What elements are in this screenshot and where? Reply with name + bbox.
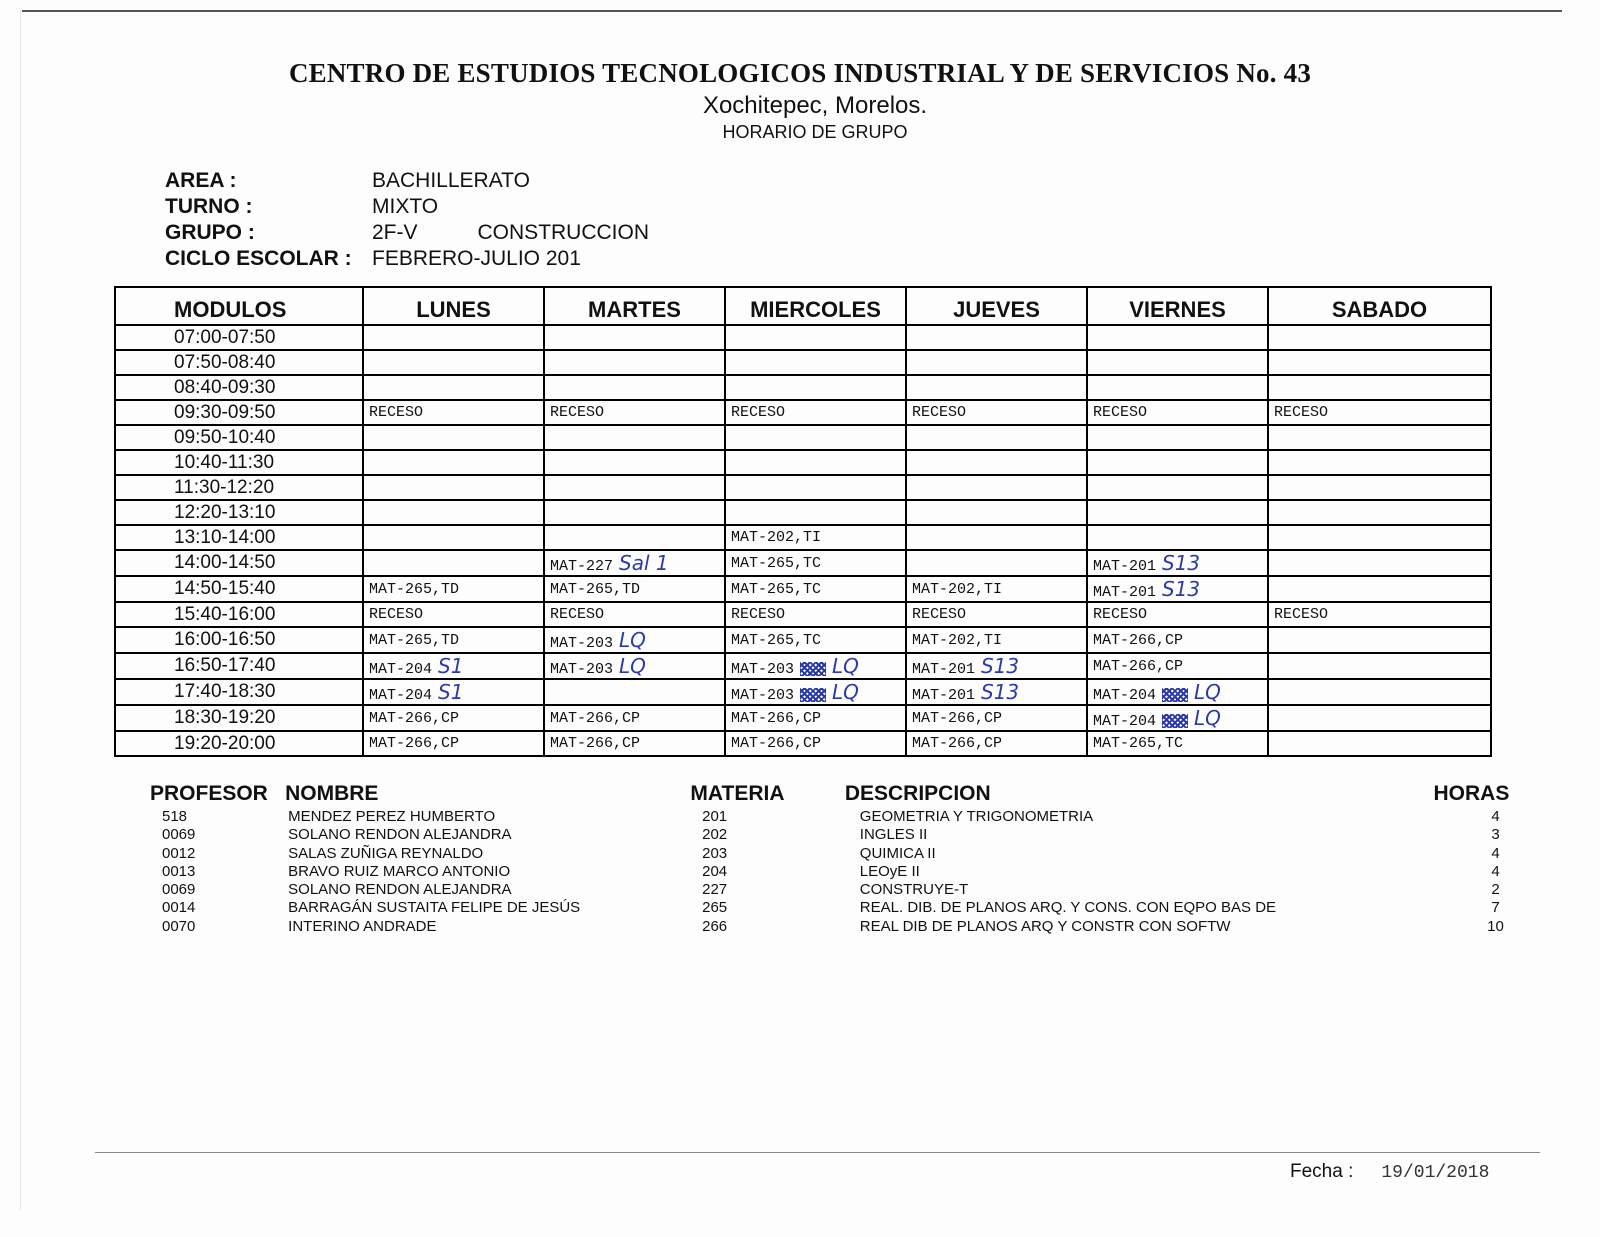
schedule-row [115,627,1491,653]
time-slot: 19:20-20:00 [115,731,363,756]
cell-sabado [1268,425,1491,450]
time-slot: 09:50-10:40 [115,425,363,450]
header-modulos: MODULOS [115,287,363,325]
ciclo-label: CICLO ESCOLAR : [165,247,352,270]
cell-viernes [1087,475,1268,500]
cell-miercoles [725,679,906,705]
handwritten-room-note: LQ [1194,680,1221,704]
subject-code: MAT-266,CP [731,735,822,752]
schedule-row [115,375,1491,400]
schedule-header-row [115,287,1491,325]
grupo-label: GRUPO : [165,221,255,244]
handwritten-room-note: LQ [832,680,859,704]
legend-materia: 203 [702,844,728,862]
header-sabado: SABADO [1268,287,1491,325]
cell-miercoles [725,731,906,756]
handwritten-room-note: LQ [832,654,859,678]
fecha-label: Fecha : [1290,1161,1354,1182]
subject-code: RECESO [912,404,967,421]
cell-jueves [906,325,1087,350]
cell-lunes [363,450,544,475]
area-label: AREA : [165,169,237,192]
time-slot: 15:40-16:00 [115,602,363,627]
legend-nombre: BARRAGÁN SUSTAITA FELIPE DE JESÚS [288,899,581,917]
legend-descripcion: GEOMETRIA Y TRIGONOMETRIA [859,808,1094,825]
cell-lunes [363,627,544,653]
schedule-row [115,325,1491,350]
legend-materia: 227 [702,881,728,899]
schedule-row [115,400,1491,425]
legend-row [150,918,1530,936]
legend-descripcion: REAL DIB DE PLANOS ARQ Y CONSTR CON SOFTW [859,917,1231,935]
time-slot: 14:50-15:40 [115,576,363,602]
cell-sabado [1268,500,1491,525]
schedule-row [115,475,1491,500]
cell-sabado [1268,375,1491,400]
cell-miercoles [725,450,906,475]
legend-profesor: 0012 [162,844,196,862]
cell-jueves [906,602,1087,627]
cell-viernes [1087,576,1268,602]
cell-viernes [1087,325,1268,350]
cell-viernes [1087,350,1268,375]
cell-miercoles [725,325,906,350]
subject-code: MAT-266,CP [550,735,641,752]
cell-lunes [363,425,544,450]
legend-profesor: 0070 [162,917,196,935]
schedule-row [115,450,1491,475]
cell-miercoles [725,525,906,550]
schedule-table [114,286,1492,757]
time-slot: 10:40-11:30 [115,450,363,475]
subject-code: MAT-204 [369,661,433,678]
header-jueves: JUEVES [906,287,1087,325]
subject-code: RECESO [1093,606,1148,623]
subject-code: MAT-204 [1093,713,1157,730]
cell-jueves [906,475,1087,500]
subject-code: MAT-203 [731,687,795,704]
time-slot: 17:40-18:30 [115,679,363,705]
handwritten-room-note: S1 [438,680,464,704]
handwritten-room-note: LQ [1194,706,1221,730]
cell-sabado [1268,627,1491,653]
schedule-row [115,550,1491,576]
cell-viernes [1087,400,1268,425]
cell-martes [544,500,725,525]
legend-row [150,845,1530,863]
legend-row [150,881,1530,899]
legend-nombre: BRAVO RUIZ MARCO ANTONIO [288,862,511,880]
cell-martes [544,705,725,731]
time-slot: 07:50-08:40 [115,350,363,375]
turno-label: TURNO : [165,195,253,218]
handwritten-room-note: LQ [619,654,646,678]
cell-miercoles [725,375,906,400]
legend-nombre: MENDEZ PEREZ HUMBERTO [288,808,496,825]
subject-code: MAT-203 [550,635,614,652]
cell-martes [544,475,725,500]
cell-sabado [1268,475,1491,500]
subject-code: MAT-265,TC [731,631,822,649]
legend-materia: 201 [702,808,728,825]
handwritten-room-note: S1 [438,654,464,678]
handwritten-room-note: Sal 1 [619,551,669,575]
legend-horas: 4 [1491,808,1500,825]
legend-header-descripcion: DESCRIPCION [844,782,991,805]
subject-code: MAT-265,TC [731,554,822,572]
legend-materia: 204 [702,862,728,880]
cell-lunes [363,475,544,500]
cell-lunes [363,653,544,679]
cell-martes [544,375,725,400]
cell-viernes [1087,425,1268,450]
cell-lunes [363,705,544,731]
cell-viernes [1087,627,1268,653]
subject-code: RECESO [1093,404,1148,421]
cell-lunes [363,576,544,602]
cell-viernes [1087,602,1268,627]
header-martes: MARTES [544,287,725,325]
cell-sabado [1268,679,1491,705]
cell-martes [544,325,725,350]
cell-jueves [906,425,1087,450]
time-slot: 16:00-16:50 [115,627,363,653]
subject-code: MAT-201 [1093,584,1157,601]
subject-code: RECESO [369,404,424,421]
legend-nombre: SOLANO RENDON ALEJANDRA [288,881,512,899]
cell-miercoles [725,627,906,653]
time-slot: 11:30-12:20 [115,475,363,500]
cell-sabado [1268,653,1491,679]
legend-materia: 266 [702,917,728,935]
cell-jueves [906,705,1087,731]
time-slot: 18:30-19:20 [115,705,363,731]
subject-code: RECESO [731,606,786,623]
cell-jueves [906,525,1087,550]
cell-jueves [906,679,1087,705]
scribble-mark-icon [1162,714,1188,728]
cell-viernes [1087,375,1268,400]
cell-martes [544,350,725,375]
legend-profesor: 0013 [162,862,196,880]
cell-lunes [363,350,544,375]
cell-martes [544,450,725,475]
schedule-row [115,500,1491,525]
cell-jueves [906,627,1087,653]
subject-code: MAT-265,TC [1093,735,1184,752]
legend-materia: 202 [702,826,728,844]
scribble-mark-icon [800,662,826,676]
area-value: BACHILLERATO [372,169,530,192]
cell-sabado [1268,450,1491,475]
cell-viernes [1087,450,1268,475]
cell-jueves [906,576,1087,602]
schedule-body [115,325,1491,756]
subject-code: MAT-202,TI [912,631,1003,649]
cell-miercoles [725,576,906,602]
cell-martes [544,653,725,679]
subject-code: MAT-266,CP [912,709,1003,727]
subject-code: MAT-203 [550,661,614,678]
cell-viernes [1087,679,1268,705]
cell-sabado [1268,325,1491,350]
cell-lunes [363,375,544,400]
time-slot: 08:40-09:30 [115,375,363,400]
cell-jueves [906,550,1087,576]
fecha-value: 19/01/2018 [1381,1163,1490,1183]
turno-value: MIXTO [372,195,439,218]
cell-lunes [363,602,544,627]
legend-header-materia: MATERIA [690,782,785,805]
cell-sabado [1268,550,1491,576]
subject-code: MAT-266,CP [1093,631,1184,649]
cell-sabado [1268,525,1491,550]
subject-code: MAT-265,TD [369,580,460,598]
legend-row [150,826,1530,844]
scribble-mark-icon [1162,688,1188,702]
cell-miercoles [725,475,906,500]
legend-header-nombre: NOMBRE [285,782,379,805]
subject-code: MAT-265,TD [550,580,641,598]
subject-code: RECESO [912,606,967,623]
legend-descripcion: QUIMICA II [859,844,936,862]
subject-code: MAT-266,CP [369,709,460,727]
cell-viernes [1087,550,1268,576]
subject-code: MAT-201 [912,687,976,704]
cell-martes [544,400,725,425]
handwritten-room-note: S13 [1162,551,1201,575]
legend-horas: 3 [1491,826,1500,844]
cell-jueves [906,500,1087,525]
cell-lunes [363,325,544,350]
cell-sabado [1268,576,1491,602]
info-grupo [165,220,649,246]
cell-viernes [1087,731,1268,756]
subject-code: MAT-202,TI [731,529,822,546]
subject-code: MAT-266,CP [369,735,460,752]
cell-miercoles [725,400,906,425]
info-area [165,168,649,194]
subject-code: RECESO [550,404,605,421]
page-edge [20,10,21,1210]
schedule-row [115,525,1491,550]
subject-code: MAT-201 [912,661,976,678]
legend-row [150,808,1530,826]
especialidad-value: CONSTRUCCION [477,221,650,244]
legend-horas: 7 [1491,899,1500,917]
header-miercoles: MIERCOLES [725,287,906,325]
cell-viernes [1087,500,1268,525]
subject-code: MAT-201 [1093,558,1157,575]
cell-martes [544,679,725,705]
cell-martes [544,550,725,576]
schedule-row [115,576,1491,602]
legend-materia: 265 [702,899,728,917]
info-turno [165,194,649,220]
cell-jueves [906,350,1087,375]
cell-martes [544,602,725,627]
cell-viernes [1087,525,1268,550]
cell-martes [544,627,725,653]
scribble-mark-icon [800,688,826,702]
handwritten-room-note: S13 [981,680,1020,704]
cell-lunes [363,400,544,425]
subject-code: RECESO [369,606,424,623]
subject-code: MAT-204 [369,687,433,704]
legend-nombre: SOLANO RENDON ALEJANDRA [288,826,512,844]
schedule-row [115,653,1491,679]
cell-lunes [363,525,544,550]
footer-divider [95,1152,1540,1153]
cell-miercoles [725,350,906,375]
subject-code: RECESO [731,404,786,421]
schedule-row [115,731,1491,756]
cell-sabado [1268,400,1491,425]
cell-jueves [906,731,1087,756]
cell-martes [544,576,725,602]
subject-code: RECESO [1274,404,1329,421]
schedule-row [115,679,1491,705]
ciclo-value: FEBRERO-JULIO 201 [372,247,581,270]
legend-row [150,863,1530,881]
legend-header-profesor: PROFESOR [150,782,268,805]
subject-code: MAT-202,TI [912,580,1003,598]
subject-code: MAT-203 [731,661,795,678]
cell-miercoles [725,550,906,576]
handwritten-room-note: S13 [981,654,1020,678]
cell-sabado [1268,731,1491,756]
cell-sabado [1268,705,1491,731]
cell-jueves [906,450,1087,475]
subject-code: MAT-266,CP [731,709,822,727]
cell-jueves [906,375,1087,400]
subject-legend [150,782,1530,936]
cell-miercoles [725,705,906,731]
schedule-row [115,602,1491,627]
time-slot: 16:50-17:40 [115,653,363,679]
schedule-row [115,350,1491,375]
time-slot: 07:00-07:50 [115,325,363,350]
cell-miercoles [725,425,906,450]
location-subtitle: Xochitepec, Morelos. [702,92,928,119]
subject-code: MAT-227 [550,558,614,575]
handwritten-room-note: S13 [1162,577,1201,601]
grupo-value: 2F-V [372,221,418,244]
cell-viernes [1087,705,1268,731]
cell-viernes [1087,653,1268,679]
time-slot: 14:00-14:50 [115,550,363,576]
subject-code: MAT-204 [1093,687,1157,704]
schedule-row [115,705,1491,731]
cell-jueves [906,400,1087,425]
info-ciclo [165,246,649,272]
legend-descripcion: INGLES II [859,826,928,844]
legend-descripcion: REAL. DIB. DE PLANOS ARQ. Y CONS. CON EQPO BAS DE [859,899,1277,917]
cell-lunes [363,550,544,576]
legend-profesor: 0069 [162,881,196,899]
top-border-line [22,10,1562,12]
subject-code: MAT-265,TD [369,631,460,649]
cell-miercoles [725,602,906,627]
legend-nombre: INTERINO ANDRADE [288,917,437,935]
legend-header-row [150,782,1530,808]
header-viernes: VIERNES [1087,287,1268,325]
document-title: HORARIO DE GRUPO [722,122,908,142]
footer-date [1290,1161,1489,1183]
cell-miercoles [725,500,906,525]
cell-lunes [363,500,544,525]
legend-row [150,899,1530,917]
cell-lunes [363,731,544,756]
legend-descripcion: LEOyE II [859,862,920,880]
cell-miercoles [725,653,906,679]
time-slot: 09:30-09:50 [115,400,363,425]
legend-header-horas: HORAS [1433,782,1510,805]
cell-lunes [363,679,544,705]
cell-martes [544,425,725,450]
institution-title: CENTRO DE ESTUDIOS TECNOLOGICOS INDUSTRIAL Y DE SERVICIOS No. 43 [288,58,1312,88]
cell-sabado [1268,602,1491,627]
cell-martes [544,731,725,756]
subject-code: MAT-266,CP [1093,657,1184,675]
legend-horas: 10 [1487,917,1504,935]
group-info [165,168,649,272]
legend-profesor: 518 [162,808,188,825]
legend-horas: 4 [1491,844,1500,862]
time-slot: 12:20-13:10 [115,500,363,525]
handwritten-room-note: LQ [619,628,646,652]
cell-martes [544,525,725,550]
subject-code: MAT-265,TC [731,580,822,598]
legend-nombre: SALAS ZUÑIGA REYNALDO [288,844,484,862]
legend-profesor: 0069 [162,826,196,844]
legend-profesor: 0014 [162,899,196,917]
cell-sabado [1268,350,1491,375]
legend-descripcion: CONSTRUYE-T [859,881,969,899]
subject-code: MAT-266,CP [550,709,641,727]
legend-body [150,808,1530,936]
subject-code: MAT-266,CP [912,735,1003,752]
cell-jueves [906,653,1087,679]
header-lunes: LUNES [363,287,544,325]
time-slot: 13:10-14:00 [115,525,363,550]
legend-horas: 2 [1491,881,1500,899]
subject-code: RECESO [1274,606,1329,623]
schedule-row [115,425,1491,450]
subject-code: RECESO [550,606,605,623]
legend-horas: 4 [1491,862,1500,880]
